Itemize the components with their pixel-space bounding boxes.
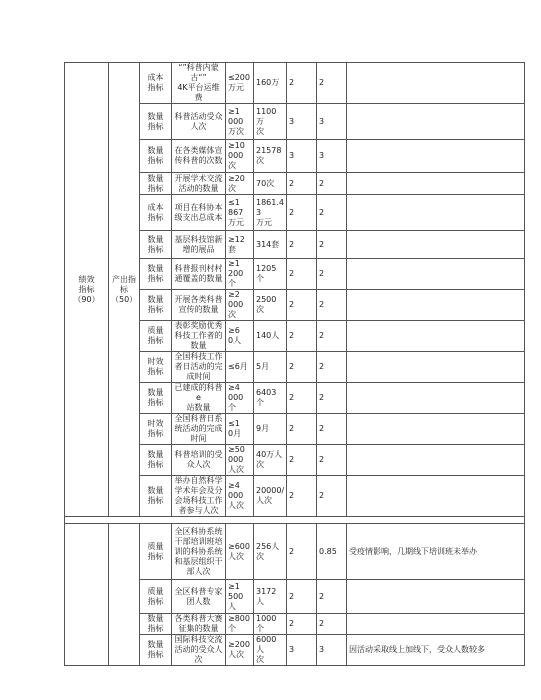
remark-cell (347, 63, 525, 104)
score-cell-text: 2 (319, 591, 325, 601)
actual-value-cell (254, 195, 287, 231)
target-value-cell-text: ≥1 000 万次 (228, 106, 244, 136)
target-value-cell (226, 321, 254, 352)
score-cell (317, 635, 347, 666)
score-cell (317, 104, 347, 140)
level3-indicator-cell-text: 数量 指标 (147, 486, 164, 505)
actual-value-cell-text: 1000个 (256, 614, 277, 633)
indicator-name-cell-text: 科普活动受众 人次 (174, 111, 223, 131)
level3-indicator-cell (140, 290, 172, 321)
score-cell (317, 476, 347, 517)
actual-value-cell (254, 352, 287, 383)
indicator-name-cell (172, 321, 226, 352)
actual-value-cell (254, 290, 287, 321)
indicator-name-cell-text: 全区科协系统 干部培训班培 训的科协系统 和基层组织干 部人次 (174, 526, 223, 576)
indicator-name-cell-text: 全国科普日系 统活动的完成 时间 (174, 414, 223, 443)
actual-value-cell-text: 160万 (256, 78, 280, 87)
target-value-cell (226, 195, 254, 231)
target-value-cell (226, 414, 254, 445)
level3-indicator-cell (140, 321, 172, 352)
remark-cell (347, 231, 525, 259)
weight-cell-text: 2 (289, 424, 295, 433)
remark-cell (347, 580, 525, 614)
score-cell-text: 2 (319, 207, 325, 217)
actual-value-cell-text: 1100万 次 (256, 106, 277, 136)
weight-cell-text: 3 (289, 116, 295, 126)
actual-value-cell (254, 580, 287, 614)
level3-indicator-cell (140, 140, 172, 173)
level2-indicator-cell-text: 产出指标 （50） (111, 274, 138, 304)
remark-cell (347, 614, 525, 635)
indicator-name-cell-text: 在各类媒体宣 传科普的次数 (174, 146, 223, 165)
weight-cell-text: 2 (289, 619, 295, 628)
score-cell-text: 2 (319, 178, 325, 188)
weight-cell-text: 2 (289, 331, 295, 340)
level3-indicator-cell (140, 231, 172, 259)
level3-indicator-cell-text: 成本 指标 (147, 202, 164, 222)
target-value-cell (226, 614, 254, 635)
level3-indicator-cell-text: 数量 指标 (147, 614, 164, 633)
target-value-cell-text: ≥1 200 个 (228, 259, 244, 288)
level1-indicator-cell (65, 524, 109, 666)
level3-indicator-cell (140, 195, 172, 231)
indicator-name-cell-text: 开展各类科普 宣传的数量 (174, 295, 223, 314)
actual-value-cell (254, 524, 287, 580)
actual-value-cell-text: 21578 次 (256, 146, 282, 165)
actual-value-cell-text: 256人 次 (256, 541, 280, 561)
weight-cell (287, 231, 317, 259)
target-value-cell (226, 445, 254, 476)
actual-value-cell-text: 20000/ 人次 (256, 486, 285, 505)
score-cell (317, 290, 347, 321)
indicator-name-cell-text: 基层科技馆新 增的展品 (174, 234, 223, 254)
target-value-cell-text: ≥1 500 人 (228, 581, 244, 611)
level3-indicator-cell-text: 质量 指标 (147, 586, 164, 606)
indicator-name-cell (172, 195, 226, 231)
indicator-name-cell (172, 414, 226, 445)
target-value-cell (226, 173, 254, 195)
weight-cell (287, 140, 317, 173)
remark-cell-text: 因活动采取线上加线下，受众人数较多 (349, 645, 485, 654)
score-cell-text: 2 (319, 455, 325, 464)
target-value-cell (226, 383, 254, 414)
target-value-cell (226, 524, 254, 580)
remark-cell-text: 受疫情影响，几期线下培训班未举办 (349, 546, 477, 556)
weight-cell-text: 2 (289, 455, 295, 464)
remark-cell (347, 445, 525, 476)
level3-indicator-cell-text: 成本 指标 (147, 73, 164, 92)
section-gap-cell (65, 517, 525, 524)
target-value-cell-text: ≥800 个 (228, 614, 250, 633)
weight-cell (287, 383, 317, 414)
target-value-cell-text: ≥4 000 个 (228, 383, 244, 412)
indicator-name-cell-text: “”科普内蒙 古“” 4K平台运维费 (177, 63, 220, 102)
weight-cell (287, 321, 317, 352)
actual-value-cell (254, 414, 287, 445)
level3-indicator-cell (140, 104, 172, 140)
weight-cell-text: 2 (289, 239, 295, 249)
level3-indicator-cell (140, 635, 172, 666)
score-cell (317, 580, 347, 614)
level3-indicator-cell-text: 质量 指标 (147, 541, 164, 561)
level3-indicator-cell (140, 445, 172, 476)
weight-cell (287, 173, 317, 195)
level2-indicator-cell (109, 524, 140, 666)
weight-cell (287, 635, 317, 666)
score-cell-text: 3 (319, 645, 325, 654)
actual-value-cell-text: 1205个 (256, 264, 277, 283)
level3-indicator-cell-text: 数量 指标 (147, 640, 164, 659)
score-cell (317, 173, 347, 195)
target-value-cell-text: ≤200 万元 (228, 73, 250, 92)
target-value-cell (226, 476, 254, 517)
actual-value-cell-text: 6403个 (256, 388, 277, 407)
table-row (65, 524, 525, 580)
score-cell-text: 2 (319, 491, 325, 500)
actual-value-cell-text: 140人 (256, 331, 280, 340)
remark-cell (347, 352, 525, 383)
indicator-name-cell (172, 635, 226, 666)
level3-indicator-cell (140, 173, 172, 195)
score-cell-text: 2 (319, 269, 325, 278)
actual-value-cell (254, 231, 287, 259)
actual-value-cell-text: 5月 (256, 362, 270, 371)
level3-indicator-cell-text: 数量 指标 (147, 173, 164, 193)
weight-cell (287, 195, 317, 231)
level2-indicator-cell (109, 63, 140, 517)
level3-indicator-cell-text: 时效 指标 (147, 357, 164, 376)
level3-indicator-cell-text: 时效 指标 (147, 419, 164, 438)
actual-value-cell (254, 476, 287, 517)
target-value-cell (226, 140, 254, 173)
indicator-name-cell (172, 104, 226, 140)
remark-cell (347, 476, 525, 517)
section-gap (65, 517, 525, 524)
level3-indicator-cell (140, 259, 172, 290)
score-cell (317, 414, 347, 445)
target-value-cell (226, 104, 254, 140)
weight-cell-text: 2 (289, 591, 295, 601)
level1-indicator-cell (65, 63, 109, 517)
indicator-name-cell-text: 科普培训的受 众人次 (174, 450, 223, 469)
score-cell (317, 321, 347, 352)
level3-indicator-cell-text: 数量 指标 (147, 295, 164, 314)
indicator-name-cell (172, 173, 226, 195)
level3-indicator-cell (140, 580, 172, 614)
weight-cell-text: 2 (289, 78, 295, 87)
weight-cell-text: 2 (289, 362, 295, 371)
score-cell (317, 352, 347, 383)
score-cell-text: 2 (319, 393, 325, 402)
score-cell-text: 3 (319, 151, 325, 160)
target-value-cell-text: ≥20 次 (228, 173, 245, 193)
remark-cell (347, 290, 525, 321)
weight-cell-text: 2 (289, 546, 295, 556)
indicator-name-cell-text: 全区科普专家 团人数 (174, 586, 223, 606)
target-value-cell-text: ≥600 人次 (228, 541, 250, 561)
score-cell (317, 524, 347, 580)
indicator-name-cell (172, 290, 226, 321)
table-row (65, 63, 525, 104)
weight-cell (287, 580, 317, 614)
score-cell (317, 231, 347, 259)
indicator-name-cell (172, 445, 226, 476)
level3-indicator-cell (140, 524, 172, 580)
indicator-name-cell-text: 项目在科协本 级支出总成本 (174, 202, 223, 222)
target-value-cell-text: ≥6 0人 (228, 326, 242, 345)
target-value-cell (226, 635, 254, 666)
target-value-cell-text: ≥200 人次 (228, 640, 250, 659)
weight-cell (287, 614, 317, 635)
indicator-name-cell (172, 524, 226, 580)
weight-cell (287, 476, 317, 517)
indicator-name-cell (172, 231, 226, 259)
weight-cell-text: 3 (289, 151, 295, 160)
remark-cell (347, 414, 525, 445)
level3-indicator-cell (140, 414, 172, 445)
target-value-cell (226, 290, 254, 321)
weight-cell (287, 445, 317, 476)
indicator-name-cell-text: 举办自然科学 学术年会及分 会场科技工作 者参与人次 (174, 476, 223, 515)
score-cell (317, 195, 347, 231)
score-cell (317, 63, 347, 104)
actual-value-cell (254, 104, 287, 140)
score-cell-text: 2 (319, 619, 325, 628)
score-cell (317, 259, 347, 290)
level3-indicator-cell-text: 数量 指标 (147, 264, 164, 283)
indicator-name-cell-text: 全国科技工作 者日活动的完 成时间 (174, 352, 223, 381)
actual-value-cell-text: 70次 (256, 178, 275, 188)
weight-cell (287, 352, 317, 383)
actual-value-cell (254, 321, 287, 352)
level3-indicator-cell-text: 数量 指标 (147, 111, 164, 131)
actual-value-cell (254, 140, 287, 173)
remark-cell (347, 321, 525, 352)
actual-value-cell-text: 40万人 次 (256, 450, 283, 469)
level3-indicator-cell (140, 383, 172, 414)
target-value-cell-text: ≥12 套 (228, 234, 245, 254)
level3-indicator-cell-text: 数量 指标 (147, 146, 164, 165)
indicator-name-cell (172, 63, 226, 104)
target-value-cell (226, 352, 254, 383)
actual-value-cell-text: 3172人 (256, 586, 277, 606)
score-cell (317, 383, 347, 414)
score-cell-text: 3 (319, 116, 325, 126)
indicator-name-cell-text: 科普报刊村村 通覆盖的数量 (174, 264, 223, 283)
target-value-cell-text: ≤1 867 万元 (228, 197, 244, 227)
level3-indicator-cell (140, 614, 172, 635)
target-value-cell-text: ≥2 000 次 (228, 290, 244, 319)
actual-value-cell-text: 1861.4 3 万元 (256, 197, 284, 227)
weight-cell (287, 290, 317, 321)
weight-cell-text: 2 (289, 393, 295, 402)
actual-value-cell-text: 9月 (256, 424, 270, 433)
actual-value-cell (254, 173, 287, 195)
level3-indicator-cell (140, 476, 172, 517)
indicator-name-cell-text: 已建成的科普e 站数量 (174, 383, 223, 412)
weight-cell-text: 2 (289, 269, 295, 278)
target-value-cell (226, 63, 254, 104)
indicator-name-cell-text: 开展学术交流 活动的数量 (174, 173, 223, 193)
weight-cell (287, 524, 317, 580)
indicator-name-cell-text: 各类科普大赛 征集的数量 (174, 614, 223, 633)
indicator-name-cell (172, 580, 226, 614)
score-cell-text: 2 (319, 239, 325, 249)
indicator-name-cell (172, 352, 226, 383)
weight-cell-text: 2 (289, 300, 295, 309)
remark-cell (347, 524, 525, 580)
level3-indicator-cell (140, 352, 172, 383)
level1-indicator-cell-text: 绩效 指标 （90） (73, 274, 100, 304)
weight-cell-text: 2 (289, 178, 295, 188)
performance-table (64, 62, 525, 666)
score-cell-text: 2 (319, 362, 325, 371)
score-cell-text: 2 (319, 331, 325, 340)
level3-indicator-cell-text: 数量 指标 (147, 234, 164, 254)
target-value-cell-text: ≤6月 (228, 362, 248, 371)
weight-cell-text: 2 (289, 491, 295, 500)
actual-value-cell (254, 383, 287, 414)
remark-cell (347, 104, 525, 140)
level3-indicator-cell-text: 数量 指标 (147, 450, 164, 469)
weight-cell (287, 104, 317, 140)
target-value-cell (226, 231, 254, 259)
level3-indicator-cell (140, 63, 172, 104)
target-value-cell (226, 580, 254, 614)
actual-value-cell (254, 445, 287, 476)
score-cell-text: 2 (319, 300, 325, 309)
score-cell-text: 2 (319, 78, 325, 87)
actual-value-cell-text: 2500次 (256, 295, 277, 314)
remark-cell (347, 195, 525, 231)
weight-cell-text: 3 (289, 645, 295, 654)
actual-value-cell (254, 635, 287, 666)
score-cell (317, 445, 347, 476)
remark-cell (347, 140, 525, 173)
indicator-name-cell-text: 国际科技交流 活动的受众人 次 (174, 635, 223, 664)
actual-value-cell-text: 6000人 次 (256, 635, 277, 664)
indicator-name-cell (172, 614, 226, 635)
actual-value-cell (254, 614, 287, 635)
actual-value-cell (254, 63, 287, 104)
actual-value-cell-text: 314套 (256, 239, 280, 249)
level3-indicator-cell-text: 质量 指标 (147, 326, 164, 345)
actual-value-cell (254, 259, 287, 290)
remark-cell (347, 635, 525, 666)
target-value-cell-text: ≤1 0月 (228, 419, 242, 438)
weight-cell-text: 2 (289, 207, 295, 217)
indicator-name-cell (172, 259, 226, 290)
weight-cell (287, 414, 317, 445)
indicator-name-cell (172, 476, 226, 517)
indicator-name-cell (172, 140, 226, 173)
score-cell (317, 614, 347, 635)
remark-cell (347, 259, 525, 290)
target-value-cell-text: ≥10 000 次 (228, 141, 245, 170)
remark-cell (347, 173, 525, 195)
target-value-cell (226, 259, 254, 290)
weight-cell (287, 63, 317, 104)
score-cell (317, 140, 347, 173)
weight-cell (287, 259, 317, 290)
indicator-name-cell-text: 表彰奖励优秀 科技工作者的 数量 (174, 321, 223, 350)
remark-cell (347, 383, 525, 414)
indicator-name-cell (172, 383, 226, 414)
target-value-cell-text: ≥4 000 人次 (228, 481, 244, 510)
score-cell-text: 2 (319, 424, 325, 433)
target-value-cell-text: ≥50 000 人次 (228, 445, 245, 474)
level3-indicator-cell-text: 数量 指标 (147, 388, 164, 407)
score-cell-text: 0.85 (319, 546, 337, 556)
